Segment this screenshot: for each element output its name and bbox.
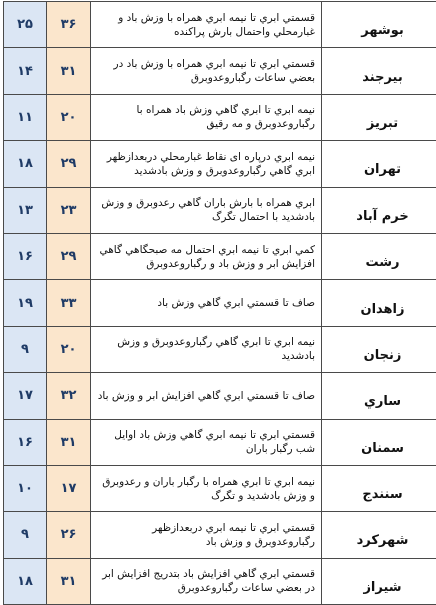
table-row: [4, 419, 436, 465]
max-temp-cell: [47, 2, 91, 48]
min-temp-cell: [4, 512, 47, 558]
city-cell: [322, 465, 436, 511]
forecast-description: نيمه ابري تا ابري همراه با رگبار باران و رعدوبرق و وزش بادشديد و تگرگ: [91, 465, 322, 511]
forecast-description: نيمه ابري تا ابري گاهي وزش باد همراه با رگباروعدوبرق و مه رقيق: [91, 94, 322, 140]
min-temp: ۲۵: [17, 17, 33, 32]
table-row: [4, 465, 436, 511]
city-cell: [322, 48, 436, 94]
table-row: [4, 512, 436, 558]
max-temp: ۳۱: [61, 64, 77, 79]
max-temp-cell: [47, 465, 91, 511]
min-temp: ۱۶: [17, 435, 33, 450]
forecast-description: ابري همراه با بارش باران گاهي رعدوبرق و وزش بادشديد با احتمال تگرگ: [91, 187, 322, 233]
max-temp-cell: [47, 512, 91, 558]
max-temp-cell: [47, 419, 91, 465]
max-temp: ۲۰: [61, 110, 77, 125]
max-temp: ۲۳: [61, 203, 77, 218]
max-temp: ۳۶: [61, 17, 77, 32]
city-name: تهران: [364, 162, 401, 177]
min-temp-cell: [4, 326, 47, 372]
city-name: ساري: [364, 394, 401, 409]
forecast-description: نيمه ابري تا ابري گاهي رگباروعدوبرق و وزش بادشديد: [91, 326, 322, 372]
min-temp-cell: [4, 465, 47, 511]
city-name: شيراز: [363, 580, 401, 595]
forecast-description: قسمتي ابري تا نيمه ابري همراه با وزش باد و غبارمحلي واحتمال بارش پراكنده: [91, 2, 322, 48]
city-cell: [322, 558, 436, 604]
min-temp: ۱۷: [17, 388, 33, 403]
table-row: [4, 2, 436, 48]
forecast-description: قسمتي ابري گاهي افزايش باد بتدريج افزايش ابر در بعضي ساعات رگباروعدوبرق: [91, 558, 322, 604]
min-temp-cell: [4, 419, 47, 465]
max-temp-cell: [47, 94, 91, 140]
min-temp-cell: [4, 94, 47, 140]
max-temp: ۱۷: [61, 481, 77, 496]
max-temp-cell: [47, 141, 91, 187]
weather-table-body: [4, 2, 436, 605]
min-temp-cell: [4, 141, 47, 187]
forecast-description: قسمتي ابري تا نيمه ابري دربعدازظهر رگباروعدوبرق و وزش باد: [91, 512, 322, 558]
city-name: تبريز: [367, 116, 398, 131]
city-cell: [322, 419, 436, 465]
table-row: [4, 187, 436, 233]
max-temp-cell: [47, 48, 91, 94]
min-temp: ۹: [21, 527, 29, 542]
min-temp: ۱۱: [17, 110, 33, 125]
forecast-description: قسمتي ابري تا نيمه ابري گاهي وزش باد اوايل شب رگبار باران: [91, 419, 322, 465]
table-row: [4, 233, 436, 279]
forecast-description: صاف تا قسمتي ابري گاهي وزش باد: [91, 280, 322, 326]
city-name: رشت: [365, 255, 399, 270]
city-name: بيرجند: [362, 70, 402, 85]
city-cell: [322, 233, 436, 279]
max-temp: ۳۳: [61, 296, 77, 311]
table-row: [4, 141, 436, 187]
max-temp: ۳۱: [61, 574, 77, 589]
forecast-description: نيمه ابري درپاره اى نقاط غبارمحلي دربعدازظهر ابري گاهي رگباروعدوبرق و وزش بادشديد: [91, 141, 322, 187]
forecast-description: قسمتي ابري تا نيمه ابري همراه با وزش باد در بعضي ساعات رگباروعدوبرق: [91, 48, 322, 94]
min-temp: ۱۰: [17, 481, 33, 496]
table-row: [4, 558, 436, 604]
min-temp: ۱۴: [17, 64, 33, 79]
table-row: [4, 326, 436, 372]
city-name: سنندج: [362, 487, 402, 502]
min-temp-cell: [4, 558, 47, 604]
max-temp-cell: [47, 326, 91, 372]
max-temp-cell: [47, 233, 91, 279]
weather-table: [3, 1, 436, 605]
max-temp: ۲۰: [61, 342, 77, 357]
max-temp-cell: [47, 558, 91, 604]
max-temp-cell: [47, 187, 91, 233]
table-row: [4, 94, 436, 140]
min-temp: ۱۸: [17, 574, 33, 589]
min-temp: ۹: [21, 342, 29, 357]
forecast-description: كمي ابري تا نيمه ابري احتمال مه صبحگاهي گاهي افزايش ابر و وزش باد و رگباروعدوبرق: [91, 233, 322, 279]
min-temp-cell: [4, 233, 47, 279]
city-name: زاهدان: [360, 302, 404, 317]
min-temp-cell: [4, 2, 47, 48]
city-name: بوشهر: [361, 23, 404, 38]
city-name: زنجان: [364, 348, 402, 363]
min-temp: ۱۶: [17, 249, 33, 264]
forecast-description: صاف تا قسمتي ابري گاهي افزايش ابر و وزش باد: [91, 373, 322, 419]
max-temp: ۲۹: [61, 156, 77, 171]
table-row: [4, 373, 436, 419]
table-row: [4, 280, 436, 326]
city-cell: [322, 2, 436, 48]
city-cell: [322, 512, 436, 558]
min-temp: ۱۸: [17, 156, 33, 171]
min-temp-cell: [4, 373, 47, 419]
min-temp: ۱۹: [17, 296, 33, 311]
min-temp-cell: [4, 187, 47, 233]
city-cell: [322, 280, 436, 326]
table-row: [4, 48, 436, 94]
city-cell: [322, 187, 436, 233]
city-name: خرم آباد: [356, 209, 408, 224]
max-temp-cell: [47, 373, 91, 419]
min-temp: ۱۳: [17, 203, 33, 218]
city-cell: [322, 373, 436, 419]
city-name: شهركرد: [357, 533, 409, 548]
city-cell: [322, 141, 436, 187]
max-temp: ۲۶: [61, 527, 77, 542]
city-cell: [322, 326, 436, 372]
max-temp-cell: [47, 280, 91, 326]
city-cell: [322, 94, 436, 140]
min-temp-cell: [4, 280, 47, 326]
city-name: سمنان: [361, 441, 404, 456]
min-temp-cell: [4, 48, 47, 94]
max-temp: ۲۹: [61, 249, 77, 264]
max-temp: ۳۱: [61, 435, 77, 450]
max-temp: ۳۲: [61, 388, 77, 403]
